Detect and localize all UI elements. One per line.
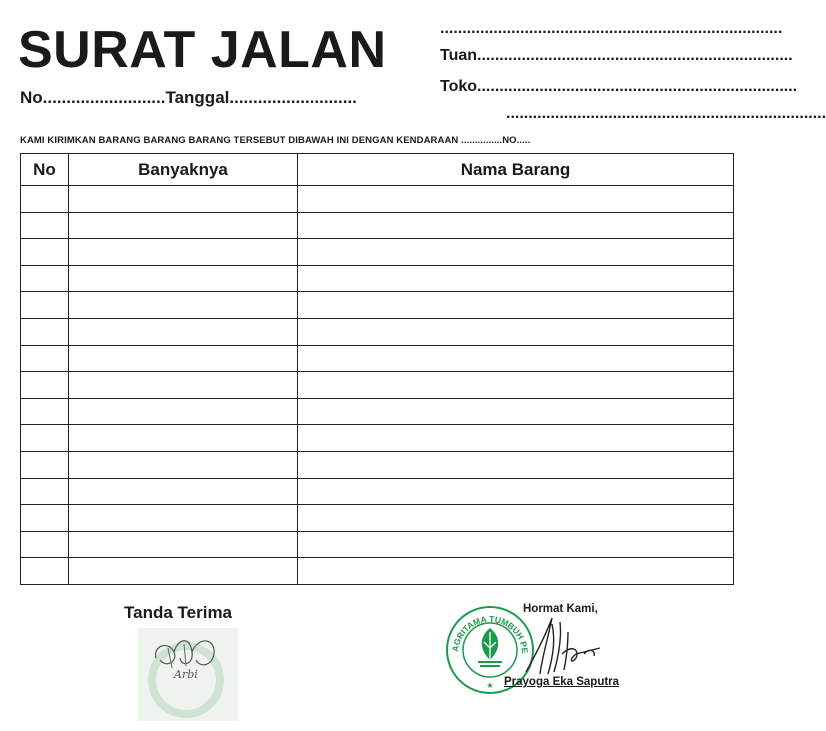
- table-row: [21, 505, 734, 532]
- cell-nama-barang[interactable]: [298, 558, 734, 585]
- table-row: [21, 265, 734, 292]
- table-row: [21, 186, 734, 213]
- cell-no[interactable]: [21, 265, 69, 292]
- cell-banyaknya[interactable]: [69, 265, 298, 292]
- cell-banyaknya[interactable]: [69, 212, 298, 239]
- cell-banyaknya[interactable]: [69, 425, 298, 452]
- table-row: [21, 478, 734, 505]
- table-row: [21, 318, 734, 345]
- tanda-terima-label: Tanda Terima: [124, 603, 233, 622]
- delivery-notice: KAMI KIRIMKAN BARANG BARANG BARANG TERSEBUT DIBAWAH INI DENGAN KENDARAAN ...............NO.....: [20, 135, 531, 146]
- cell-banyaknya[interactable]: [69, 478, 298, 505]
- cell-no[interactable]: [21, 398, 69, 425]
- cell-no[interactable]: [21, 318, 69, 345]
- cell-no[interactable]: [21, 186, 69, 213]
- cell-no[interactable]: [21, 239, 69, 266]
- table-row: [21, 531, 734, 558]
- items-table: [20, 153, 734, 585]
- recipient-block: [440, 18, 826, 126]
- cell-no[interactable]: [21, 425, 69, 452]
- cell-banyaknya[interactable]: [69, 318, 298, 345]
- toko-line: Toko........................................................................: [440, 78, 798, 95]
- cell-banyaknya[interactable]: [69, 186, 298, 213]
- cell-nama-barang[interactable]: [298, 186, 734, 213]
- table-row: [21, 451, 734, 478]
- table-row: [21, 372, 734, 399]
- cell-nama-barang[interactable]: [298, 345, 734, 372]
- recipient-line-4: ........................................................................: [506, 105, 826, 122]
- cell-no[interactable]: [21, 372, 69, 399]
- svg-text:★: ★: [486, 681, 494, 690]
- cell-nama-barang[interactable]: [298, 451, 734, 478]
- cell-no[interactable]: [21, 558, 69, 585]
- table-row: [21, 239, 734, 266]
- cell-nama-barang[interactable]: [298, 531, 734, 558]
- recipient-line-1: .............................................................................: [440, 20, 783, 37]
- table-row: [21, 212, 734, 239]
- cell-banyaknya[interactable]: [69, 372, 298, 399]
- tuan-line: Tuan.......................................................................: [440, 47, 793, 64]
- cell-banyaknya[interactable]: [69, 345, 298, 372]
- svg-text:AGRITAMA TUMBUH PERKASA: AGRITAMA TUMBUH PE: [450, 613, 531, 654]
- cell-banyaknya[interactable]: [69, 505, 298, 532]
- cell-no[interactable]: [21, 531, 69, 558]
- cell-no[interactable]: [21, 292, 69, 319]
- cell-nama-barang[interactable]: [298, 505, 734, 532]
- table-row: [21, 558, 734, 585]
- cell-nama-barang[interactable]: [298, 212, 734, 239]
- cell-banyaknya[interactable]: [69, 451, 298, 478]
- header-no: No: [21, 154, 69, 186]
- signer-name: Prayoga Eka Saputra: [504, 676, 620, 688]
- hormat-kami-label: Hormat Kami,: [523, 603, 598, 615]
- cell-no[interactable]: [21, 345, 69, 372]
- cell-nama-barang[interactable]: [298, 372, 734, 399]
- cell-banyaknya[interactable]: [69, 531, 298, 558]
- cell-nama-barang[interactable]: [298, 478, 734, 505]
- cell-nama-barang[interactable]: [298, 292, 734, 319]
- no-tanggal-line: No..........................Tanggal...........................: [20, 88, 357, 107]
- cell-nama-barang[interactable]: [298, 398, 734, 425]
- cell-nama-barang[interactable]: [298, 318, 734, 345]
- cell-nama-barang[interactable]: [298, 425, 734, 452]
- document-title: SURAT JALAN: [18, 21, 387, 79]
- receiver-signature: [138, 628, 238, 721]
- header-banyaknya: Banyaknya: [69, 154, 298, 186]
- authorized-signature: [522, 614, 612, 683]
- cell-no[interactable]: [21, 451, 69, 478]
- table-row: [21, 398, 734, 425]
- table-row: [21, 292, 734, 319]
- table-header-row: [21, 154, 734, 186]
- header-nama-barang: Nama Barang: [298, 154, 734, 186]
- table-row: [21, 425, 734, 452]
- cell-nama-barang[interactable]: [298, 265, 734, 292]
- cell-no[interactable]: [21, 212, 69, 239]
- cell-banyaknya[interactable]: [69, 239, 298, 266]
- cell-banyaknya[interactable]: [69, 398, 298, 425]
- cell-banyaknya[interactable]: [69, 558, 298, 585]
- cell-banyaknya[interactable]: [69, 292, 298, 319]
- cell-nama-barang[interactable]: [298, 239, 734, 266]
- cell-no[interactable]: [21, 478, 69, 505]
- cell-no[interactable]: [21, 505, 69, 532]
- receiver-mark: Arbi: [174, 668, 198, 681]
- table-row: [21, 345, 734, 372]
